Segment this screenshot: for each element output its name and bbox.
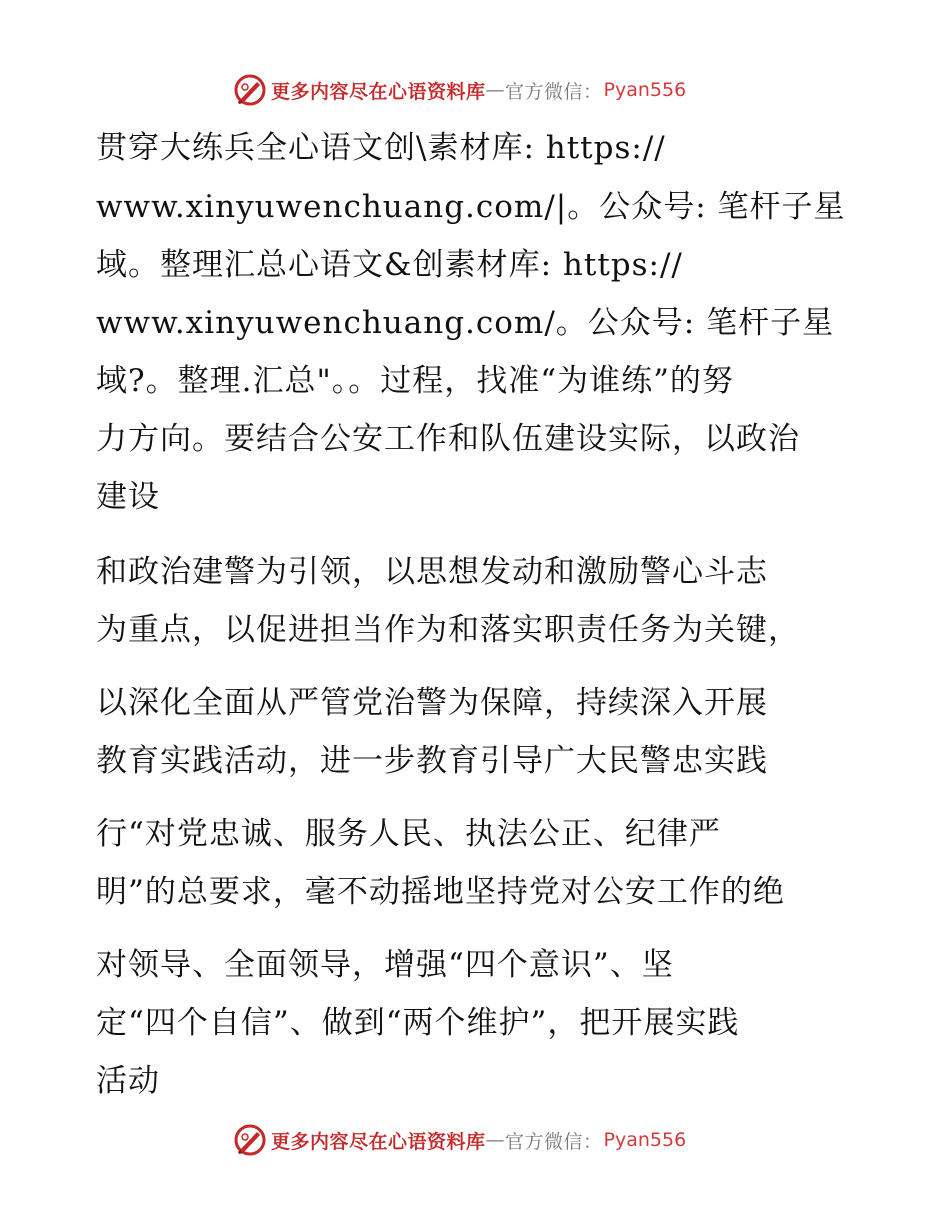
body-line-6: 力方向。要结合公安工作和队伍建设实际，以政治: [96, 421, 800, 457]
body-line-14: 对领导、全面领导，增强“四个意识”、坚: [96, 947, 674, 983]
body-line-4: www.xinyuwenchuang.com/。公众号: 笔杆子星: [96, 305, 835, 341]
pen-logo-icon: [233, 73, 267, 107]
body-line-9: 为重点，以促进担当作为和落实职责任务为关键，: [96, 612, 800, 648]
banner-separator: —: [485, 79, 506, 101]
body-line-15: 定“四个自信”、做到“两个维护”，把开展实践: [96, 1005, 740, 1041]
banner-account: Pyan556: [603, 79, 687, 101]
body-line-11: 教育实践活动，进一步教育引导广大民警忠实践: [96, 743, 768, 779]
pen-logo-icon: [233, 1123, 267, 1157]
body-line-1: 贯穿大练兵全心语文创\素材库: https://: [96, 130, 666, 166]
banner-main-text: 更多内容尽在心语资料库: [271, 80, 486, 103]
footer-separator: —: [485, 1129, 506, 1151]
body-line-2: www.xinyuwenchuang.com/|。公众号: 笔杆子星: [96, 189, 846, 225]
body-line-7: 建设: [96, 479, 160, 515]
header-banner: [0, 70, 950, 110]
body-line-16: 活动: [96, 1063, 160, 1099]
footer-main-text: 更多内容尽在心语资料库: [271, 1130, 486, 1153]
footer-label: 官方微信：: [505, 1130, 603, 1153]
body-line-10: 以深化全面从严管党治警为保障，持续深入开展: [96, 685, 768, 721]
body-line-13: 明”的总要求，毫不动摇地坚持党对公安工作的绝: [96, 874, 785, 910]
footer-banner: [0, 1120, 950, 1160]
body-line-12: 行“对党忠诚、服务人民、执法公正、纪律严: [96, 816, 721, 852]
banner-label: 官方微信：: [505, 80, 603, 103]
footer-account: Pyan556: [603, 1129, 687, 1151]
body-line-8: 和政治建警为引领，以思想发动和激励警心斗志: [96, 554, 768, 590]
body-line-5: 域?。整理.汇总"。。过程，找准“为谁练”的努: [96, 363, 734, 399]
body-line-3: 域。整理汇总心语文&创素材库: https://: [96, 247, 683, 283]
